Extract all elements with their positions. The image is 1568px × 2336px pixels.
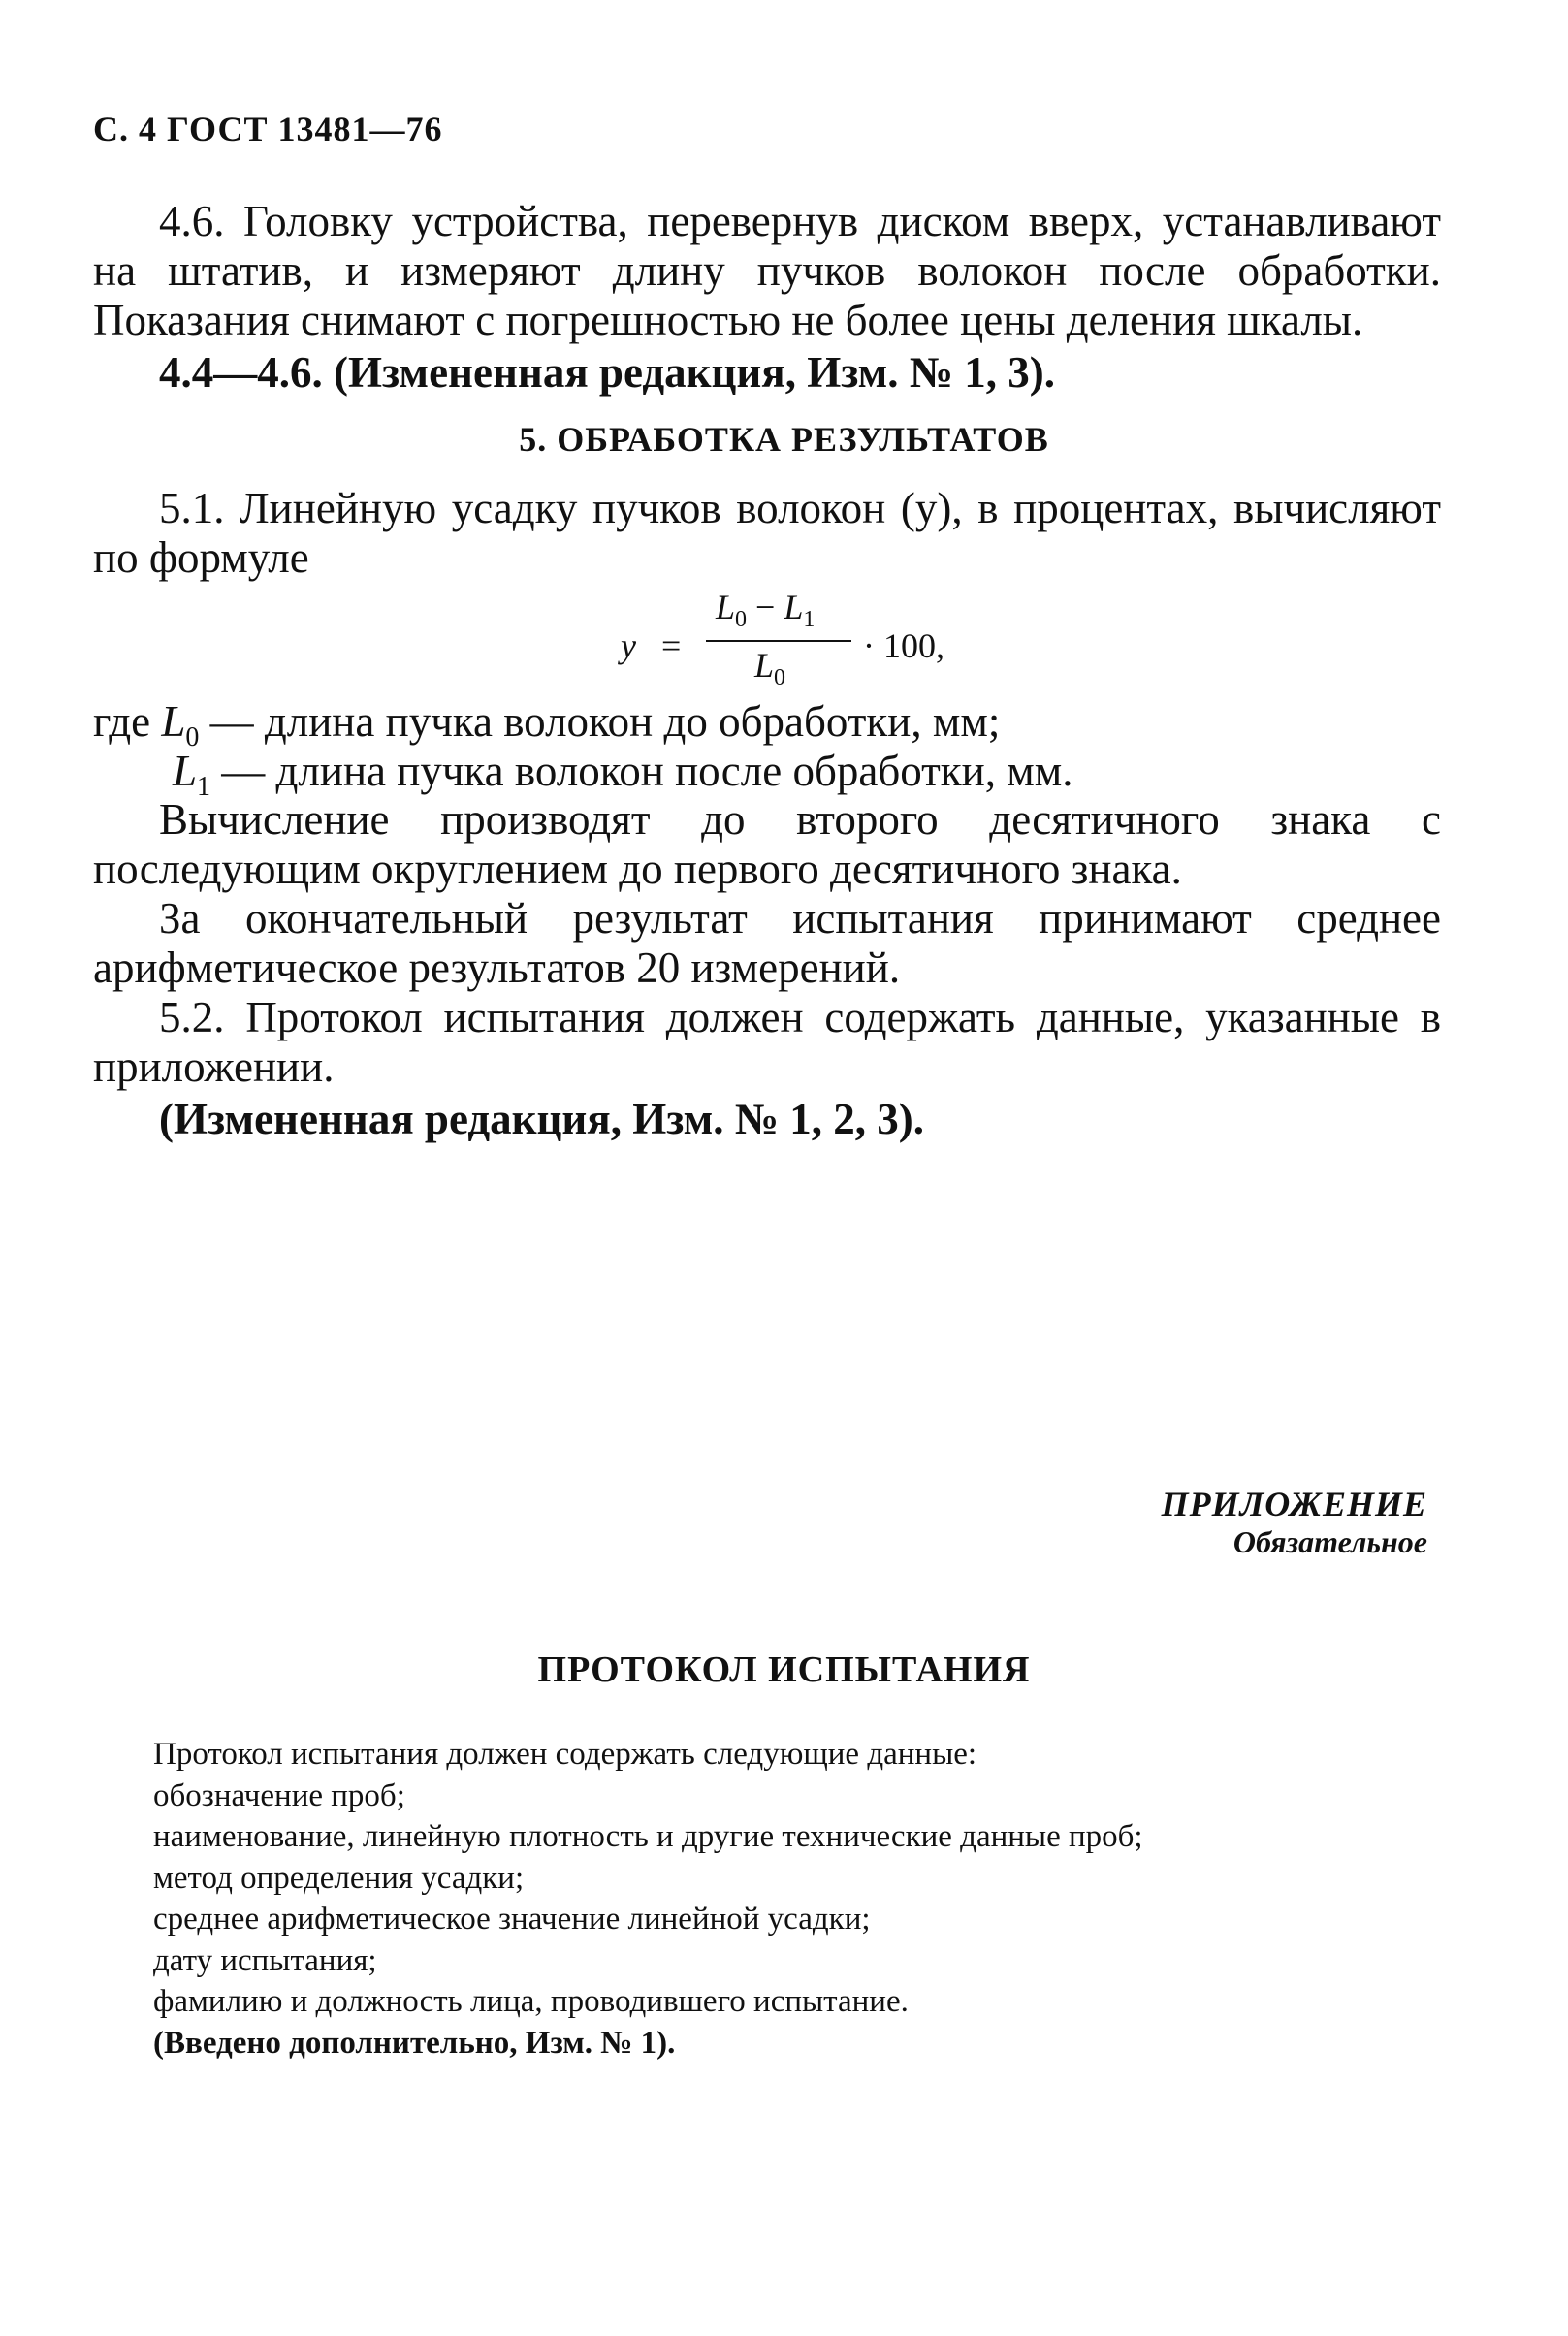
appendix-label: [1162, 1484, 1427, 1560]
protocol-requirements-list: [153, 1734, 1143, 2064]
paragraph-final-result-text: За окончательный результат испытания принимают среднее арифметическое результатов 20 измерений.: [93, 894, 1441, 992]
list-item: наименование, линейную плотность и другие технические данные проб;: [153, 1819, 1143, 1854]
formula-lhs: y: [621, 626, 636, 665]
list-item: обозначение проб;: [153, 1777, 405, 1813]
fraction-bar: [706, 640, 851, 642]
appendix-title: ПРИЛОЖЕНИЕ: [1161, 1485, 1427, 1523]
where-prefix: где: [93, 697, 162, 746]
protocol-title: ПРОТОКОЛ ИСПЫТАНИЯ: [537, 1649, 1031, 1690]
list-item: дату испытания;: [153, 1942, 377, 1978]
var-l1-sub: 1: [197, 772, 211, 802]
amendment-note-5: (Измененная редакция, Изм. № 1, 2, 3).: [159, 1095, 925, 1143]
formula-num-b: L: [784, 588, 804, 626]
var-l1: L: [173, 747, 198, 795]
paragraph-4-6: [93, 197, 1441, 345]
formula-num-a: L: [716, 588, 736, 626]
var-l0-sub: 0: [185, 722, 200, 752]
list-item: фамилию и должность лица, проводившего испытание.: [153, 1984, 909, 2019]
paragraph-5-2: [93, 993, 1441, 1092]
section-5-title: 5. ОБРАБОТКА РЕЗУЛЬТАТОВ: [519, 420, 1049, 459]
var-l0-desc: — длина пучка волокон до обработки, мм;: [199, 697, 1001, 746]
formula-multiplier: · 100,: [863, 626, 944, 665]
paragraph-final-result: [93, 894, 1441, 993]
list-item: метод определения усадки;: [153, 1860, 525, 1896]
page-header: С. 4 ГОСТ 13481—76: [93, 110, 443, 148]
appendix-status: Обязательное: [1232, 1524, 1427, 1559]
protocol-amendment-note: (Введено дополнительно, Изм. № 1).: [153, 2025, 676, 2061]
formula-num-b-sub: 1: [803, 607, 816, 633]
paragraph-5-1: [93, 484, 1441, 583]
var-l1-desc: — длина пучка волокон после обработки, мм.: [210, 747, 1073, 795]
paragraph-5-1-text: 5.1. Линейную усадку пучков волокон (y), в процентах, вычисляют по формуле: [93, 484, 1441, 582]
paragraph-5-2-text: 5.2. Протокол испытания должен содержать данные, указанные в приложении.: [93, 993, 1441, 1091]
formula-den-sub: 0: [774, 665, 786, 691]
paragraph-calculation-text: Вычисление производят до второго десятичного знака с последующим округлением до первого десятичного знака.: [93, 795, 1441, 893]
formula-equals: =: [661, 626, 682, 665]
amendment-note-4: 4.4—4.6. (Измененная редакция, Изм. № 1, 3).: [159, 348, 1056, 397]
paragraph-calculation: [93, 795, 1441, 894]
paragraph-4-6-text: 4.6. Головку устройства, перевернув диском вверх, устанавливают на штатив, и измеряют длину пучков волокон после обработки. Показания снимают с погрешностью не более цены деления шкалы.: [93, 197, 1441, 344]
formula-denominator: [754, 645, 785, 691]
var-l0: L: [161, 697, 186, 746]
formula-minus: −: [747, 588, 784, 626]
formula-numerator: [716, 587, 815, 633]
formula-num-a-sub: 0: [735, 607, 748, 633]
list-item: Протокол испытания должен содержать следующие данные:: [153, 1737, 977, 1772]
list-item: среднее арифметическое значение линейной усадки;: [153, 1902, 871, 1936]
formula-den: L: [754, 646, 775, 685]
